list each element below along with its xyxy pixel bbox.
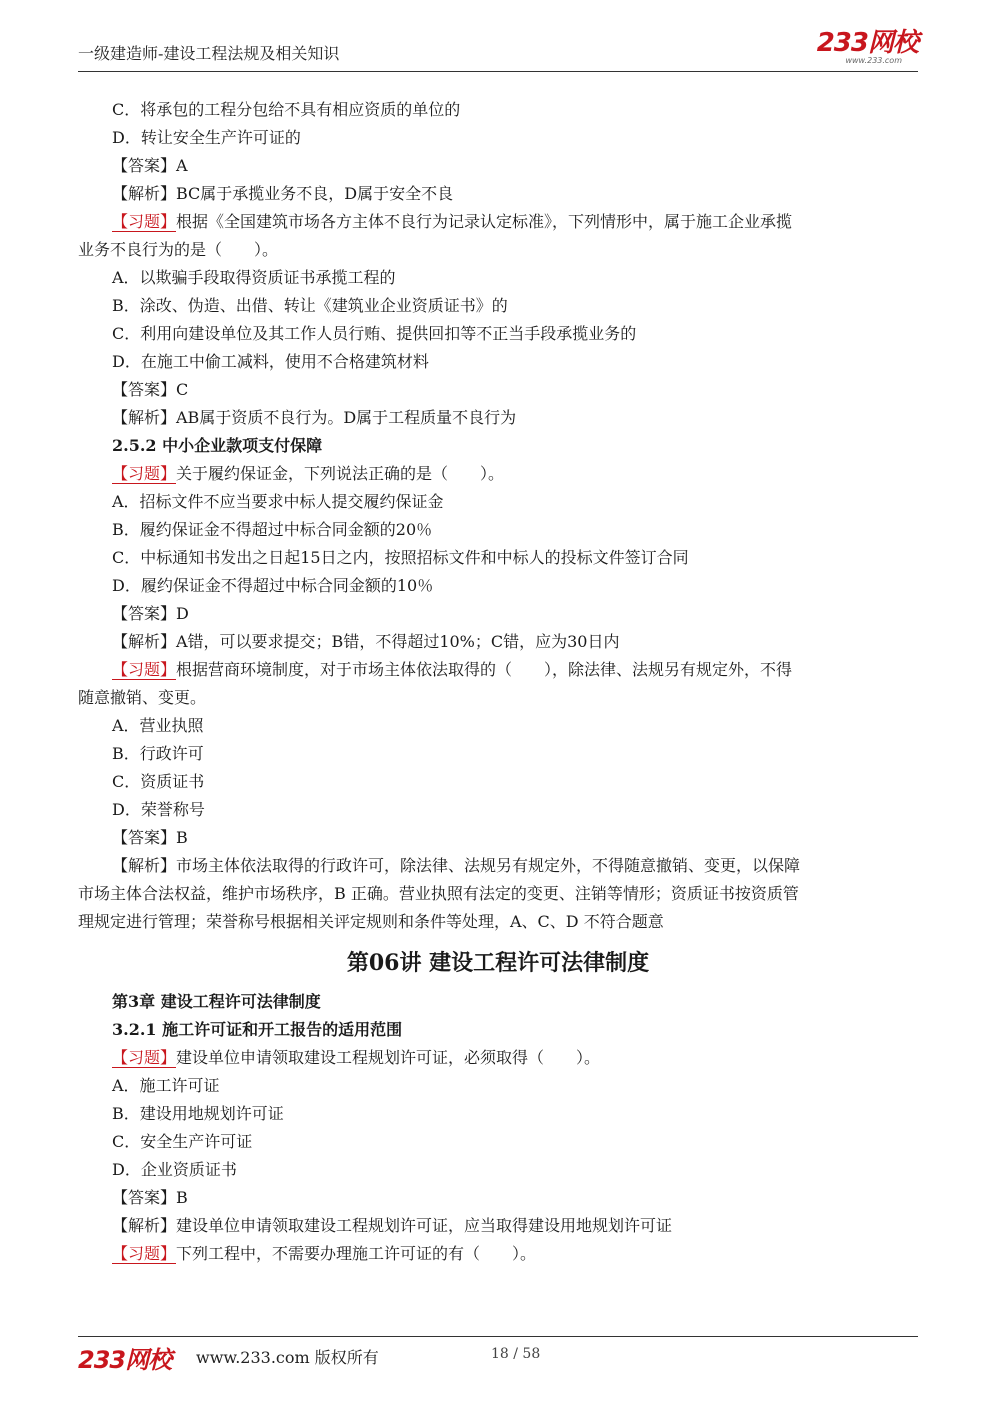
exercise-tag: 【习题】 — [112, 1244, 177, 1263]
question-stem: 【习题】根据《全国建筑市场各方主体不良行为记录认定标准》，下列情形中，属于施工企业承揽 — [112, 212, 793, 231]
answer: 【答案】A — [112, 156, 188, 175]
analysis: 【解析】AB属于资质不良行为。D属于工程质量不良行为 — [112, 408, 517, 427]
question-stem: 【习题】根据营商环境制度，对于市场主体依法取得的（ ），除法律、法规另有规定外，不得 — [112, 660, 793, 679]
document-body — [78, 96, 918, 1268]
logo-text: 233网校 — [816, 28, 918, 58]
section-heading: 3.2.1 施工许可证和开工报告的适用范围 — [112, 1020, 403, 1039]
option-d: D．在施工中偷工减料，使用不合格建筑材料 — [112, 352, 429, 371]
option-c: C．利用向建设单位及其工作人员行贿、提供回扣等不正当手段承揽业务的 — [112, 324, 637, 343]
exercise-tag: 【习题】 — [112, 212, 177, 231]
copyright: www.233.com 版权所有 — [196, 1348, 379, 1367]
question-stem-cont: 业务不良行为的是（ ）。 — [78, 240, 279, 259]
option-a: A．以欺骗手段取得资质证书承揽工程的 — [112, 268, 396, 287]
page-number: 18 / 58 — [491, 1346, 541, 1362]
answer: 【答案】C — [112, 380, 189, 399]
option-b: B．行政许可 — [112, 744, 204, 763]
option-d: D．转让安全生产许可证的 — [112, 128, 301, 147]
chapter-heading: 第3章 建设工程许可法律制度 — [112, 992, 321, 1011]
exercise-tag: 【习题】 — [112, 1048, 177, 1067]
option-b: B．建设用地规划许可证 — [112, 1104, 284, 1123]
option-d: D．企业资质证书 — [112, 1160, 237, 1179]
question-stem: 【习题】下列工程中，不需要办理施工许可证的有（ ）。 — [112, 1244, 537, 1263]
option-a: A．营业执照 — [112, 716, 204, 735]
course-title: 一级建造师-建设工程法规及相关知识 — [78, 44, 340, 63]
option-a: A．施工许可证 — [112, 1076, 220, 1095]
exercise-tag: 【习题】 — [112, 464, 177, 483]
analysis-cont: 市场主体合法权益，维护市场秩序，B 正确。营业执照有法定的变更、注销等情形；资质证书按资质管 — [78, 884, 799, 903]
page-footer — [78, 1340, 918, 1374]
option-d: D．履约保证金不得超过中标合同金额的10％ — [112, 576, 434, 595]
analysis: 【解析】建设单位申请领取建设工程规划许可证，应当取得建设用地规划许可证 — [112, 1216, 673, 1235]
analysis: 【解析】市场主体依法取得的行政许可，除法律、法规另有规定外，不得随意撤销、变更，以保障 — [112, 856, 801, 875]
option-c: C．安全生产许可证 — [112, 1132, 253, 1151]
option-a: A．招标文件不应当要求中标人提交履约保证金 — [112, 492, 444, 511]
analysis: 【解析】A错，可以要求提交；B错，不得超过10%；C错，应为30日内 — [112, 632, 620, 651]
option-b: B．涂改、伪造、出借、转让《建筑业企业资质证书》的 — [112, 296, 508, 315]
logo-url: www.233.com — [845, 56, 902, 65]
section-heading: 2.5.2 中小企业款项支付保障 — [112, 436, 323, 455]
page-header — [78, 28, 918, 72]
header-divider — [78, 71, 918, 72]
option-b: B．履约保证金不得超过中标合同金额的20％ — [112, 520, 433, 539]
analysis: 【解析】BC属于承揽业务不良，D属于安全不良 — [112, 184, 454, 203]
brand-logo — [817, 30, 918, 65]
question-stem: 【习题】关于履约保证金，下列说法正确的是（ ）。 — [112, 464, 505, 483]
option-c: C．资质证书 — [112, 772, 205, 791]
question-stem: 【习题】建设单位申请领取建设工程规划许可证，必须取得（ ）。 — [112, 1048, 601, 1067]
option-c: C．中标通知书发出之日起15日之内，按照招标文件和中标人的投标文件签订合同 — [112, 548, 689, 567]
question-stem-cont: 随意撤销、变更。 — [78, 688, 207, 707]
answer: 【答案】B — [112, 828, 188, 847]
option-d: D．荣誉称号 — [112, 800, 205, 819]
answer: 【答案】D — [112, 604, 189, 623]
option-c: C．将承包的工程分包给不具有相应资质的单位的 — [112, 100, 461, 119]
footer-divider — [78, 1336, 918, 1337]
lecture-title: 第06讲 建设工程许可法律制度 — [346, 950, 650, 976]
footer-logo: 233网校 — [78, 1346, 172, 1374]
answer: 【答案】B — [112, 1188, 188, 1207]
exercise-tag: 【习题】 — [112, 660, 177, 679]
analysis-cont: 理规定进行管理；荣誉称号根据相关评定规则和条件等处理，A、C、D 不符合题意 — [78, 912, 664, 931]
